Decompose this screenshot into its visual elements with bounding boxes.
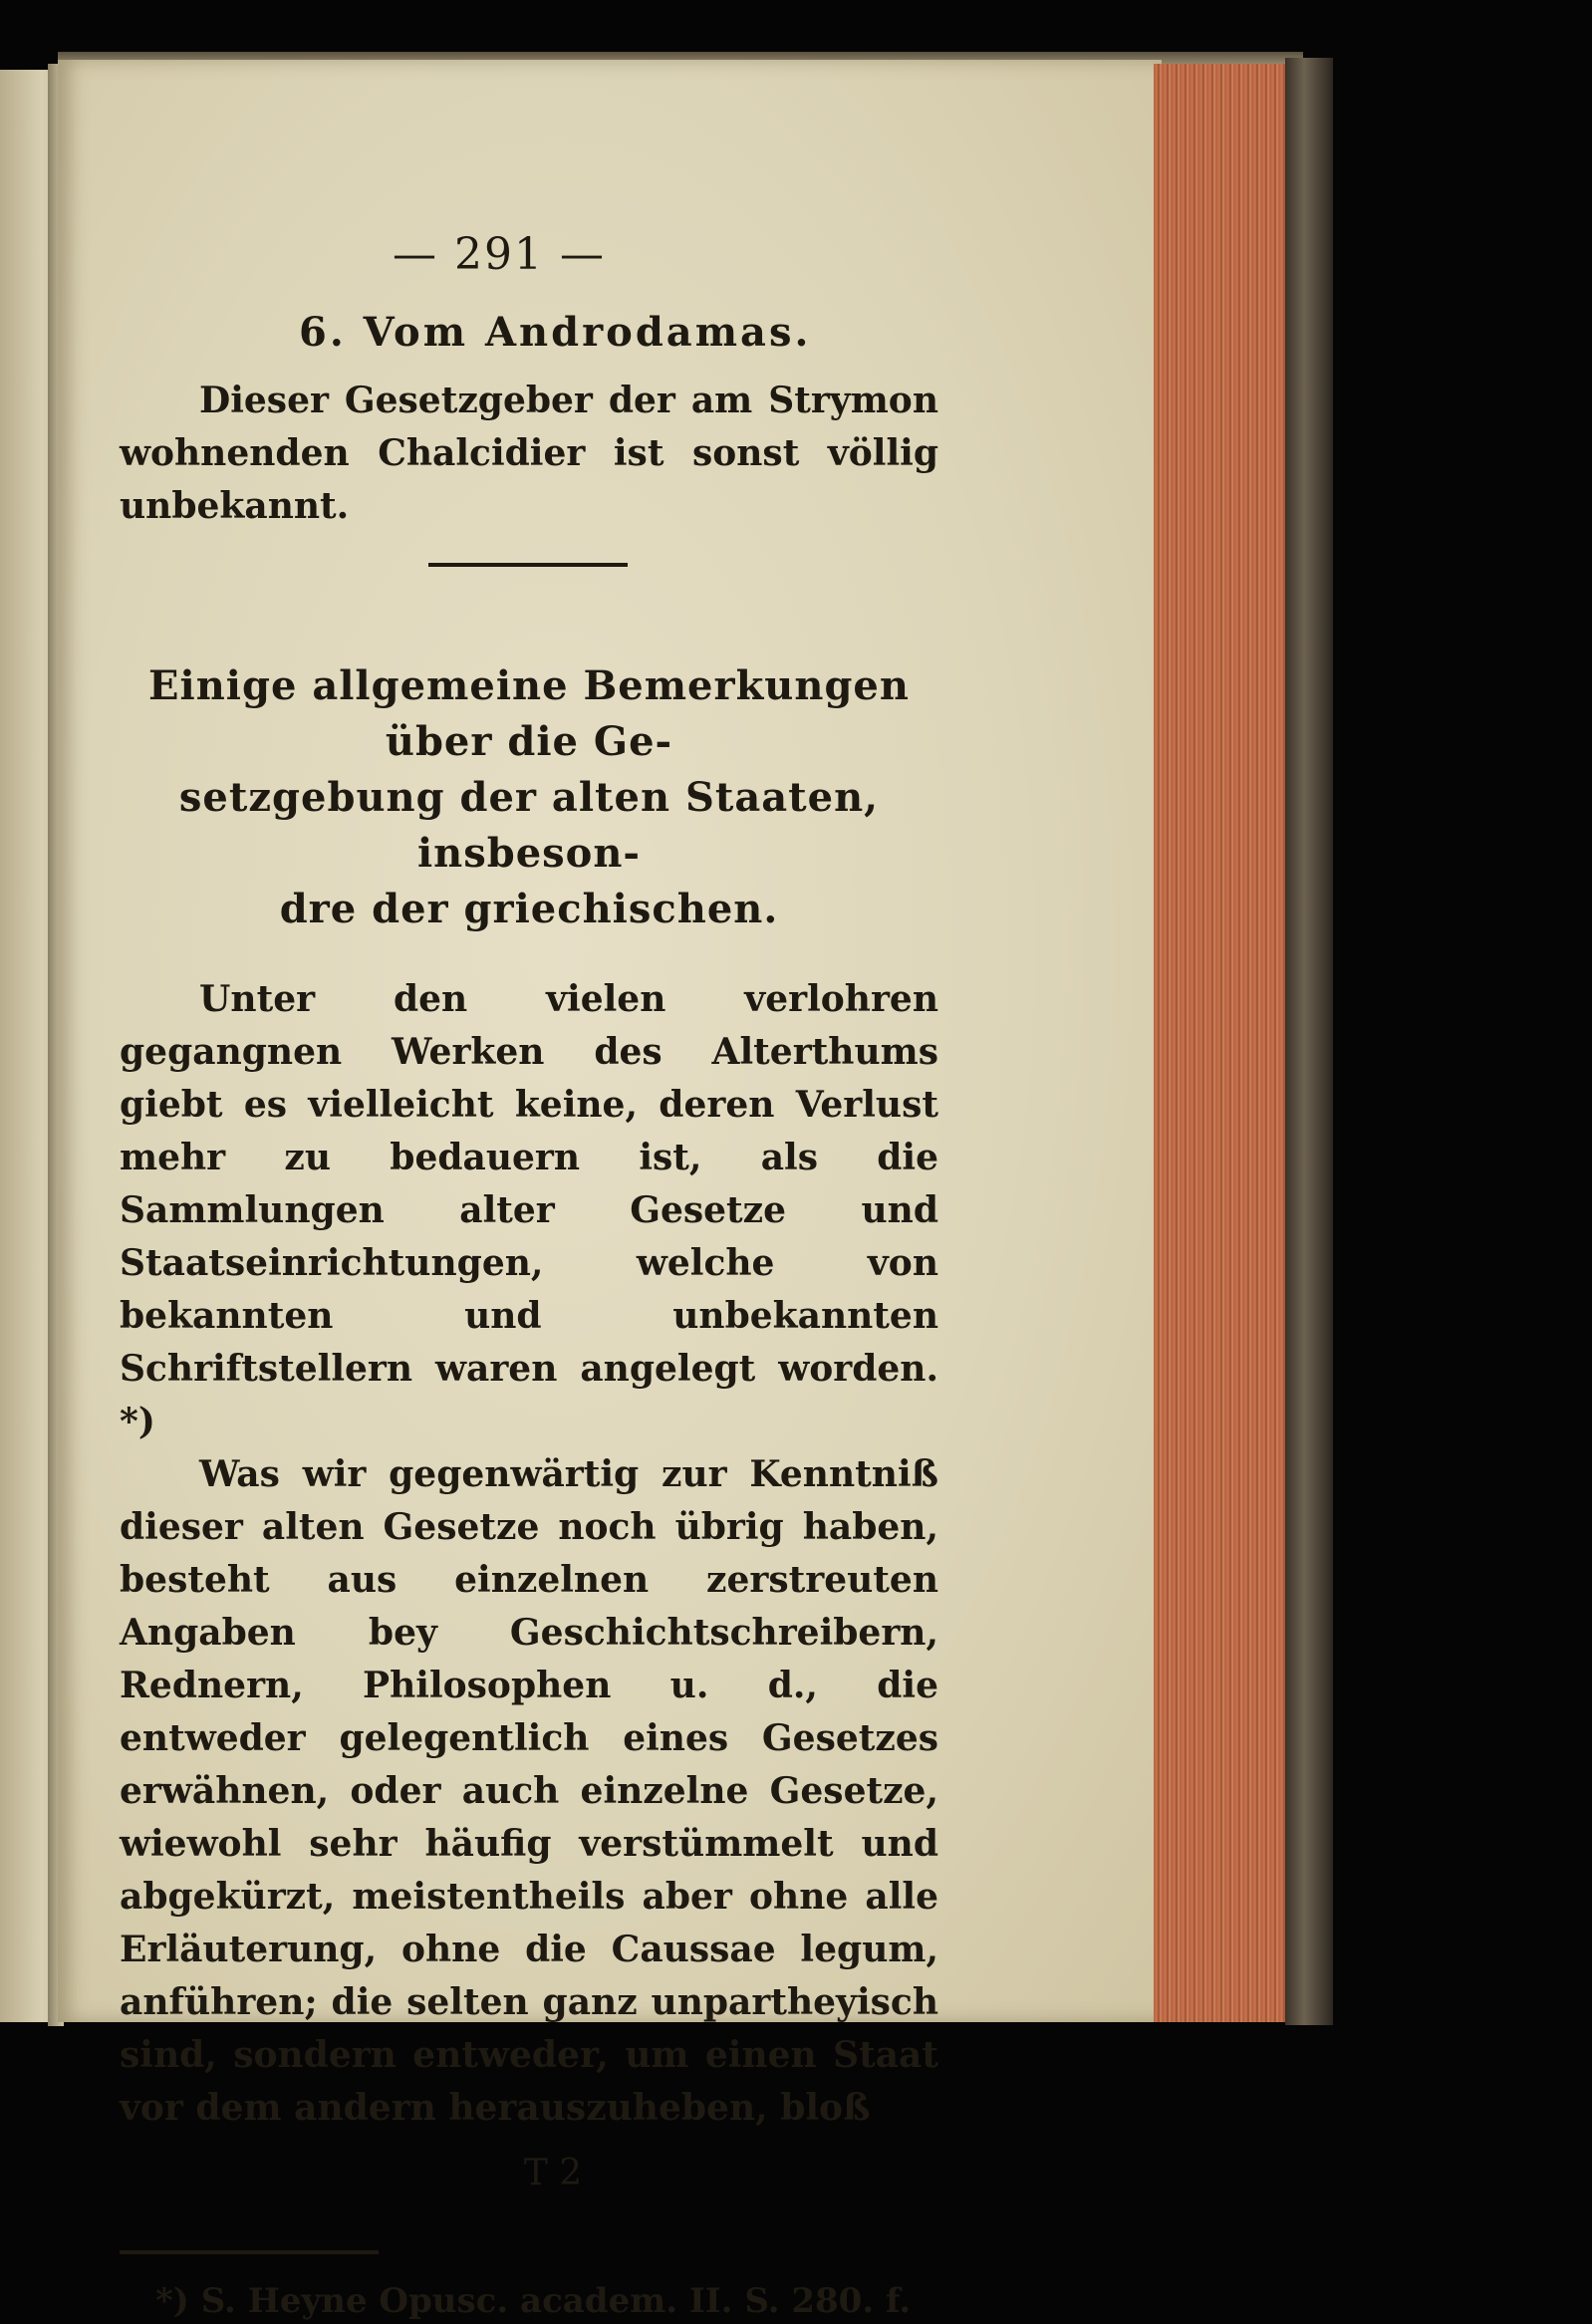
heading-line-1: Einige allgemeine Bemerkungen über die Ge- bbox=[148, 662, 910, 765]
heading-line-3: dre der griechischen. bbox=[279, 886, 779, 932]
section-paragraph: Dieser Gesetzgeber der am Strymon wohnenden Chalcidier ist sonst völlig unbekannt. bbox=[120, 380, 938, 527]
body-paragraph-1: Unter den vielen verlohren gegangnen Werken des Alterthums giebt es vielleicht keine, deren Verlust mehr zu bedauern ist, als die Sammlungen alter Gesetze und Staatseinrichtungen, welche von bekannten und unbekannten Schriftstellern waren angelegt worden. *) bbox=[120, 978, 938, 1442]
section-divider bbox=[428, 563, 628, 567]
page-text-block bbox=[120, 227, 938, 2324]
chapter-heading bbox=[120, 658, 938, 937]
section-title: 6. Vom Androdamas. bbox=[299, 309, 812, 356]
page-fore-edge bbox=[1154, 64, 1303, 2022]
footnote: *) S. Heyne Opusc. academ. II. S. 280. f. bbox=[155, 2281, 912, 2321]
heading-line-2: setzgebung der alten Staaten, insbeson- bbox=[178, 774, 880, 877]
signature-mark: T 2 bbox=[523, 2153, 583, 2194]
book-cover-edge bbox=[1285, 58, 1333, 2025]
body-paragraph-2: Was wir gegenwärtig zur Kenntniß dieser alten Gesetze noch übrig haben, besteht aus einzelnen zerstreuten Angaben bey Geschichtschreibern, Rednern, Philosophen u. d., die entweder gelegentlich eines Gesetzes erwähnen, oder auch einzelne Gesetze, wiewohl sehr häufig verstümmelt und abgekürzt, meistentheils aber ohne alle Erläuterung, ohne die Caussae legum, anführen; die selten ganz unpartheyisch sind, sondern entweder, um einen Staat vor dem andern herauszuheben, bloß bbox=[120, 1453, 938, 2129]
page-number: — 291 — bbox=[393, 229, 606, 280]
footnote-rule bbox=[120, 2250, 379, 2254]
